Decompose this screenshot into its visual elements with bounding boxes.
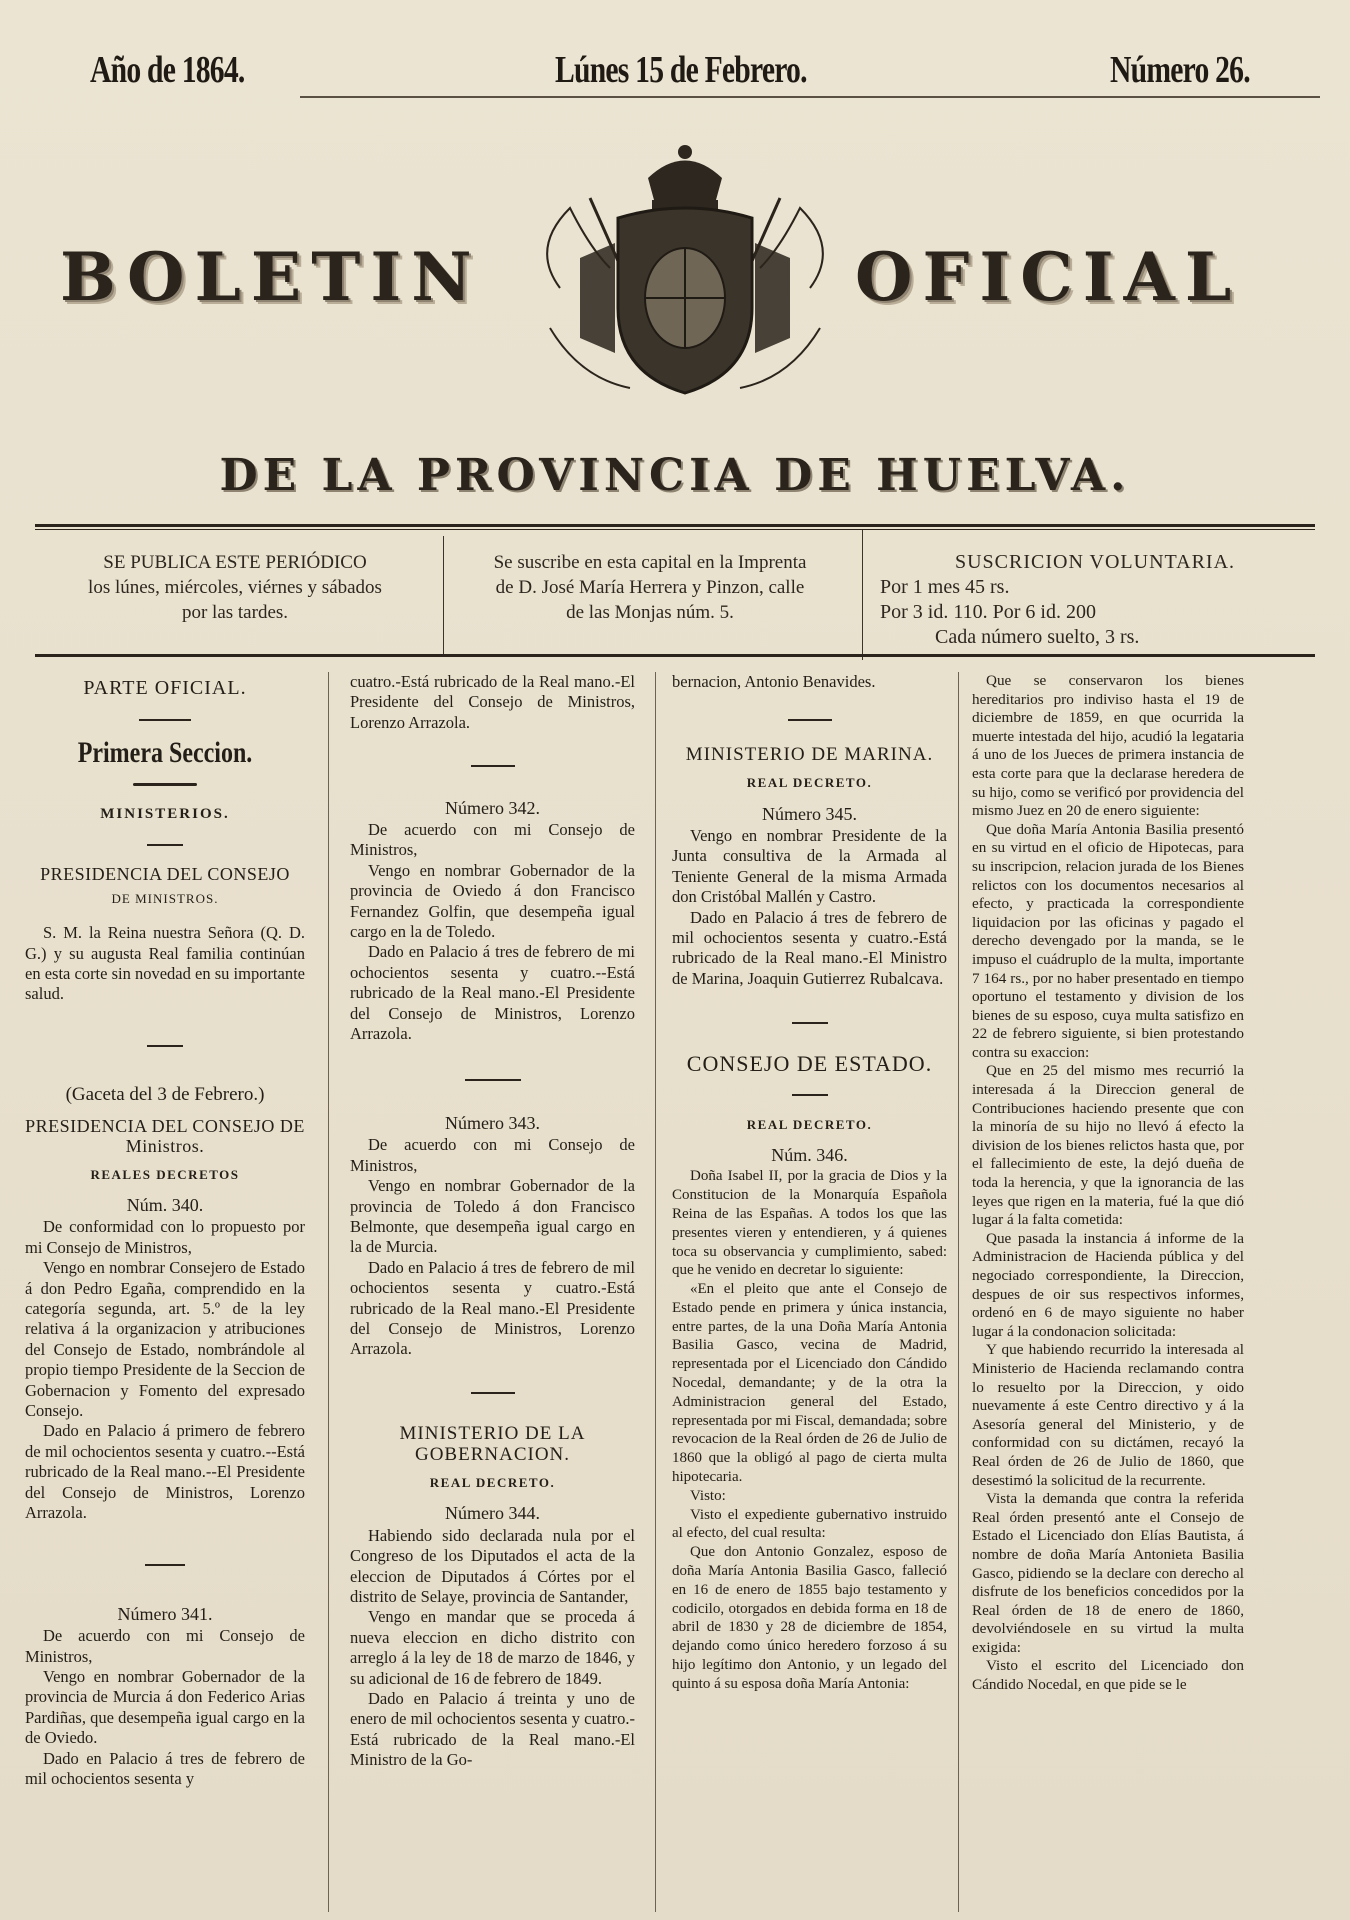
paragraph: Vengo en nombrar Gobernador de la provincia de Oviedo á don Francisco Fernandez Golfin, que desempeña igual cargo en la de Toledo. — [350, 860, 635, 942]
publication-line: SE PUBLICA ESTE PERIÓDICO — [103, 552, 367, 573]
divider — [350, 755, 635, 775]
paragraph: Que don Antonio Gonzalez, esposo de doña María Antonia Basilia Gasco, falleció en 16 de enero de 1855 bajo testamento y codicilo, otorgados en debida forma en 18 de abril de 1830 y 28 de diciembre de 1854, dejando como único heredero forzoso á su hijo legítimo don Antonio, y un legado del quinto á su esposa doña María Antonia: — [672, 1544, 947, 1692]
divider — [350, 1382, 635, 1402]
paragraph: De acuerdo con mi Consejo de Ministros, — [350, 820, 635, 860]
masthead-date: Lúnes 15 de Febrero. — [555, 49, 807, 91]
subscription-address — [445, 550, 855, 625]
paragraph: Que doña María Antonia Basilia presentó en su virtud en el oficio de Hipotecas, para su inscripcion, relacion jurada de los Bienes relictos con los documentos necesarios al efecto, y practicada la correspondiente liquidacion por las oficinas y pagado el derecho devengado por la manda, se le impuso el cuádruplo de la multa, importante 7 164 rs., por no haber presentado en tiempo oportuno el testamento y division de los bienes de su esposo, cuya multa satisfizo en 22 de febrero siguiente, si bien protestando contra su exaccion: — [972, 820, 1244, 1061]
ornament-divider — [25, 773, 305, 793]
paragraph: Visto: — [690, 1487, 726, 1504]
column-3 — [672, 672, 947, 1694]
price-line: Por 1 mes 45 rs. — [880, 576, 1010, 598]
divider — [25, 708, 305, 728]
masthead-topline — [80, 40, 1320, 100]
column-separator — [958, 672, 959, 1912]
heading-parte-oficial: PARTE OFICIAL. — [83, 677, 247, 699]
title-boletin: BOLETIN — [60, 238, 482, 316]
price-line: Por 3 id. 110. Por 6 id. 200 — [880, 601, 1096, 623]
paragraph: Vengo en nombrar Consejero de Estado á don Pedro Egaña, comprendido en la categoría segunda, art. 5.º de la ley relativa á la organizacion y atribuciones del Consejo de Estado, nombrándole al propio tiempo Presidente de la Seccion de Gobernacion y Fomento del expresado Consejo. — [25, 1258, 305, 1420]
address-line: de las Monjas núm. 5. — [566, 602, 734, 623]
paragraph: bernacion, Antonio Benavides. — [672, 672, 876, 691]
info-separator — [443, 536, 444, 656]
column-separator — [655, 672, 656, 1912]
subscription-prices — [870, 550, 1320, 650]
paragraph: S. M. la Reina nuestra Señora (Q. D. G.) y su augusta Real familia continúan en esta corte sin novedad en su importante salud. — [25, 923, 305, 1004]
divider — [672, 1084, 947, 1104]
masthead-number: Número 26. — [1110, 49, 1250, 91]
heading-ministerios: MINISTERIOS. — [100, 805, 230, 822]
heading-real-decreto: REAL DECRETO. — [746, 1116, 873, 1132]
column-separator — [328, 672, 329, 1912]
masthead-year: Año de 1864. — [90, 49, 245, 91]
paragraph: Dado en Palacio á primero de febrero de mil ochocientos sesenta y cuatro.--Está rubricado de la Real mano.--El Presidente del Consejo de Ministros, Lorenzo Arrazola. — [25, 1421, 305, 1522]
paragraph: Y que habiendo recurrido la interesada al Ministerio de Hacienda reclamando contra lo resuelto por la Direccion, y oido nuevamente á este Centro directivo y á la Asesoría general del Ministerio, y de conformidad con su dictámen, recayó la Real órden de 26 de Julio de 1860, que desestimó la solicitud de la recurrente. — [972, 1341, 1244, 1489]
paragraph: Que se conservaron los bienes hereditarios pro indiviso hasta el 19 de diciembre de 1859, en que ocurrida la muerte intestada del hijo, acudió la legataria á uno de los Jueces de primera instancia de esta corte para que la declarase heredera de su hijo, como se verificó por providencia del mismo Juez en 20 de enero siguiente: — [972, 672, 1244, 820]
publication-info — [35, 550, 435, 625]
paragraph: cuatro.-Está rubricado de la Real mano.-El Presidente del Consejo de Ministros, Lorenzo Arrazola. — [350, 672, 635, 732]
info-separator — [862, 530, 863, 660]
decree-number: Número 341. — [117, 1603, 213, 1624]
publication-line: por las tardes. — [181, 602, 289, 623]
decree-number: Núm. 346. — [771, 1144, 848, 1165]
divider — [25, 834, 305, 854]
publication-line: los lúnes, miércoles, viérnes y sábados — [88, 577, 382, 598]
heading-consejo-estado: CONSEJO DE ESTADO. — [686, 1050, 933, 1076]
divider — [25, 1553, 305, 1573]
paragraph: Dado en Palacio á tres de febrero de mi ochocientos sesenta y cuatro.--Está rubricado de la Real mano.-El Presidente del Consejo de Ministros, Lorenzo Arrazola. — [350, 942, 635, 1044]
heading-de-ministros: DE MINISTROS. — [111, 890, 219, 906]
address-line: de D. José María Herrera y Pinzon, calle — [495, 577, 805, 598]
paragraph: De conformidad con lo propuesto por mi Consejo de Ministros, — [25, 1217, 305, 1257]
paragraph: Vengo en nombrar Gobernador de la provincia de Murcia á don Federico Arias Pardiñas, que desempeña igual cargo en la de Oviedo. — [25, 1667, 305, 1748]
royal-crest-icon — [520, 138, 850, 418]
decree-number: Número 344. — [445, 1503, 540, 1524]
rule-bottom — [35, 654, 1315, 657]
paragraph: Dado en Palacio á treinta y uno de enero de mil ochocientos sesenta y cuatro.-Está rubricado de la Real mano.-El Ministro de la Go- — [350, 1689, 635, 1770]
decree-number: Núm. 340. — [126, 1194, 204, 1215]
paragraph: De acuerdo con mi Consejo de Ministros, — [25, 1626, 305, 1666]
column-1 — [25, 672, 305, 1789]
paragraph: Habiendo sido declarada nula por el Congreso de los Diputados el acta de la eleccion de Diputados á Córtes por el distrito de Selaye, provincia de Santander, — [350, 1525, 635, 1607]
title-provincia-huelva: DE LA PROVINCIA DE HUELVA. — [219, 450, 1131, 501]
paragraph: De acuerdo con mi Consejo de Ministros, — [350, 1135, 635, 1175]
decree-number: Número 345. — [762, 803, 857, 824]
heading-presidencia: PRESIDENCIA DEL CONSEJO — [40, 864, 290, 885]
paragraph: Vengo en nombrar Gobernador de la provincia de Toledo á don Francisco Belmonte, que desempeña igual cargo en la de Murcia. — [350, 1176, 635, 1257]
divider — [350, 1069, 635, 1089]
divider — [672, 1011, 947, 1031]
decree-number: Número 343. — [445, 1112, 540, 1133]
title-oficial: OFICIAL — [855, 238, 1242, 316]
header-rule — [300, 96, 1320, 98]
heading-ministerio-gobernacion: MINISTERIO DE LA GOBERNACION. — [399, 1423, 586, 1465]
rule-top — [35, 524, 1315, 527]
gaceta-note: (Gaceta del 3 de Febrero.) — [65, 1084, 265, 1106]
paragraph: Que en 25 del mismo mes recurrió la interesada á la Direccion general de Contribuciones haciendo presente que con la minoría de su hijo no llevó á efecto la division de los bienes relictos hasta que, por el fallecimiento de este, la dejó dueña de toda la herencia, y que la ignorancia de las leyes que rigen en la materia, fué la que dió lugar á la falta cometida: — [972, 1062, 1244, 1229]
paragraph: Visto el escrito del Licenciado don Cándido Nocedal, en que pide se le — [972, 1657, 1244, 1694]
address-line: Se suscribe en esta capital en la Imprenta — [493, 552, 807, 573]
price-heading: SUSCRICION VOLUNTARIA. — [954, 551, 1236, 573]
paragraph: Dado en Palacio á tres de febrero de mil ochocientos sesenta y cuatro.-Está rubricado de la Real mano.-El Ministro de Marina, Joaquin Gutierrez Rubalcava. — [672, 907, 947, 988]
column-2 — [350, 672, 635, 1771]
paragraph: Vengo en nombrar Presidente de la Junta consultiva de la Armada al Teniente General de la misma Armada don Cristóbal Mallén y Castro. — [672, 826, 947, 907]
heading-reales-decretos: REALES DECRETOS — [90, 1166, 240, 1182]
heading-real-decreto: REAL DECRETO. — [746, 775, 873, 791]
paragraph: «En el pleito que ante el Consejo de Estado pende en primera y única instancia, entre partes, de la una Doña María Antonia Basilia Gasco, vecina de Madrid, representada por el Licenciado don Cándido Nocedal, demandante; y de la otra la Administracion general del Estado, representada por mi Fiscal, demandada; sobre revocacion de la Real órden de 26 de Julio de 1860 que la obligó al pago de cierta multa hipotecaria. — [672, 1281, 947, 1486]
heading-primera-seccion: Primera Seccion. — [77, 735, 253, 769]
heading-ministerio-marina: MINISTERIO DE MARINA. — [685, 743, 934, 765]
price-line: Cada número suelto, 3 rs. — [935, 626, 1140, 648]
divider — [25, 1035, 305, 1055]
paragraph: Vista la demanda que contra la referida Real órden presentó ante el Consejo de Estado el Licenciado don Elías Bautista, á nombre de doña María Antonieta Basilia Gasco, pidiendo se la declare con derecho al disfrute de los beneficios concedidos por la Real órden de 18 de enero de 1860, devolviéndosele en su virtud la multa exigida: — [972, 1490, 1244, 1656]
paragraph: Vengo en mandar que se proceda á nueva eleccion en dicho distrito con arreglo á la ley de 18 de marzo de 1846, y su adicional de 16 de febrero de 1849. — [350, 1607, 635, 1688]
heading-real-decreto: REAL DECRETO. — [429, 1475, 556, 1490]
paragraph: Doña Isabel II, por la gracia de Dios y la Constitucion de la Monarquía Española Reina de las Españas. A todos los que las presentes vieren y entendieren, y á quienes toca su observancia y cumplimiento, sabed: que he venido en decretar lo siguiente: — [672, 1168, 947, 1279]
rule-top-thin — [35, 529, 1315, 530]
paragraph: Que pasada la instancia á informe de la Administracion de Hacienda pública y del negociado correspondiente, la Direccion, despues de oir sus respectivos informes, ordenó en 6 de mayo siguiente no haber lugar á la condonacion solicitada: — [972, 1229, 1244, 1340]
paragraph: Dado en Palacio á tres de febrero de mil ochocientos sesenta y cuatro.-Está rubricado de la Real mano.-El Presidente del Consejo de Ministros, Lorenzo Arrazola. — [350, 1257, 635, 1359]
column-4 — [972, 672, 1244, 1695]
divider — [672, 708, 947, 728]
heading-presidencia-2: PRESIDENCIA DEL CONSEJO DE Ministros. — [25, 1115, 305, 1157]
paragraph: Dado en Palacio á tres de febrero de mil ochocientos sesenta y — [25, 1748, 305, 1789]
decree-number: Número 342. — [445, 797, 540, 818]
paragraph: Visto el expediente gubernativo instruido al efecto, del cual resulta: — [672, 1506, 947, 1542]
